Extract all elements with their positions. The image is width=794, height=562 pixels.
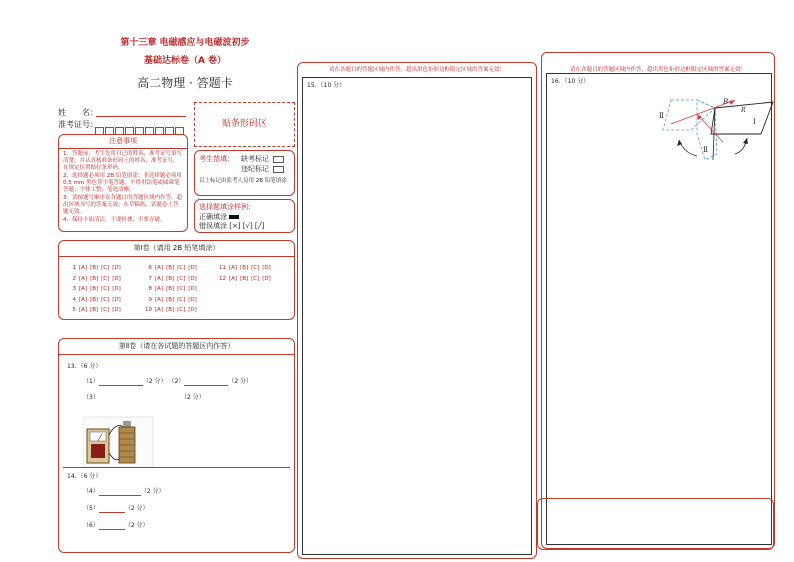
divider — [63, 467, 290, 468]
absent-checkbox[interactable] — [273, 156, 284, 163]
mc-option[interactable]: [C] — [251, 275, 260, 282]
exam-status-label: 考生禁填： — [199, 155, 234, 163]
mc-option[interactable]: [D] — [112, 265, 121, 271]
mc-option[interactable]: [D] — [188, 275, 197, 282]
section2-box — [58, 338, 295, 553]
mc-question — [143, 286, 200, 293]
fill-correct-label: 正确填涂 — [199, 213, 227, 221]
meter-body — [91, 444, 105, 458]
mc-option[interactable]: [D] — [112, 296, 121, 303]
mc-option[interactable]: [B] — [166, 307, 175, 314]
mc-option[interactable]: [C] — [177, 286, 186, 293]
mc-option[interactable]: [C] — [101, 296, 110, 303]
label-i: Ⅰ — [753, 118, 756, 126]
q14-p6: （6） — [83, 522, 99, 529]
cheat-checkbox[interactable] — [273, 166, 284, 173]
mc-option[interactable]: [D] — [188, 296, 197, 303]
q13-p1: （1） — [83, 378, 99, 385]
level-title: 基础达标卷（A 卷） — [143, 56, 227, 66]
q14-p4-blank[interactable] — [99, 488, 141, 496]
q14-part4 — [83, 488, 165, 496]
bottom-right-box — [537, 498, 774, 550]
mc-question-number: 1 — [72, 265, 76, 271]
mc-option[interactable]: [A] — [79, 307, 88, 314]
cheat-mark[interactable] — [241, 165, 284, 174]
notice-item: 2．选择题必须用 2B 铅笔填涂；非选择题必须用 0.5 mm 黑色签字笔答题，不得用铅笔或圆珠笔答题；字体工整、笔迹清晰。 — [63, 173, 182, 193]
middle-warning: 请在各题目的答题区域内作答，超出黑色矩形边框限定区域的答案无效！ — [328, 67, 505, 73]
mc-question — [67, 286, 124, 293]
q13-p2-blank[interactable] — [184, 378, 228, 386]
absent-label: 缺考标记 — [241, 155, 269, 163]
q14-label: 14．（6 分） — [67, 473, 102, 480]
mc-option[interactable]: [D] — [188, 307, 197, 314]
mc-option[interactable]: [B] — [166, 286, 175, 293]
label-b: B — [723, 98, 729, 106]
q14-p5-score: （2 分） — [124, 505, 149, 512]
label-ii-bottom: Ⅱ — [703, 146, 708, 154]
mc-option[interactable]: [B] — [166, 275, 175, 282]
filled-mark-icon — [229, 215, 239, 219]
mc-option[interactable]: [A] — [79, 265, 88, 271]
name-field[interactable] — [96, 116, 186, 117]
mc-option[interactable]: [B] — [166, 296, 175, 303]
fill-wrong — [199, 222, 265, 231]
mc-option[interactable]: [C] — [177, 275, 186, 282]
q14-part5 — [83, 505, 149, 513]
q14-p5: （5） — [83, 505, 99, 512]
q16-label: 16．（10 分） — [551, 78, 590, 85]
middle-panel — [297, 62, 537, 559]
coil-top — [123, 421, 131, 427]
notice-box — [58, 134, 188, 232]
mc-option[interactable]: [A] — [79, 296, 88, 303]
label-r: R — [741, 107, 746, 114]
id-label: 准考证号： — [58, 120, 98, 129]
mc-question — [217, 276, 274, 283]
mc-option[interactable]: [D] — [112, 286, 121, 293]
notice-title: 注意事项 — [59, 135, 187, 149]
cheat-label: 违纪标记 — [241, 165, 269, 173]
mc-option[interactable]: [A] — [155, 275, 164, 282]
section2-title: 第Ⅱ卷（请在各试题的答题区内作答） — [59, 339, 294, 355]
mc-option[interactable]: [B] — [90, 307, 99, 314]
mc-option[interactable]: [B] — [90, 286, 99, 293]
absent-mark[interactable] — [241, 155, 284, 164]
mc-question — [67, 276, 124, 283]
mc-option[interactable]: [B] — [90, 296, 99, 303]
wrong-marks: [×] [√] [╱] — [229, 222, 265, 230]
q13-p3: （3） — [83, 394, 99, 401]
barcode-area — [194, 102, 295, 147]
mc-question-number: 9 — [148, 296, 152, 303]
q15-label: 15．（10 分） — [307, 82, 346, 89]
mc-option[interactable]: [B] — [240, 275, 249, 282]
q14-p5-blank[interactable] — [99, 505, 125, 513]
mc-question-number: 3 — [72, 286, 76, 293]
notice-item: 4．保持卡面清洁，不要折叠、不要弄破。 — [63, 217, 166, 223]
mc-option[interactable]: [C] — [177, 265, 186, 271]
q13-p3-score: （2 分） — [181, 394, 205, 401]
fill-example-box — [194, 199, 295, 233]
q13-p2: （2） — [168, 378, 185, 385]
mc-option[interactable]: [D] — [112, 275, 121, 282]
mc-question — [217, 265, 274, 272]
mc-option[interactable]: [C] — [251, 265, 260, 271]
notice-item: 3．请按题号顺序在各题目的答题区域内作答，超出区域书写的答案无效；在草稿纸、试题卷上答题无效。 — [63, 195, 183, 215]
field-line-2 — [697, 114, 723, 142]
barcode-label: 贴条形码区 — [221, 119, 267, 129]
q14-p4: （4） — [83, 488, 99, 495]
mc-question-number: 4 — [72, 296, 76, 303]
q16-diagram — [657, 94, 777, 166]
mc-option[interactable]: [D] — [188, 265, 197, 271]
name-label: 姓 名： — [58, 108, 98, 117]
q16-answer-area[interactable] — [546, 73, 772, 545]
mc-option[interactable]: [C] — [177, 307, 186, 314]
mc-option[interactable]: [B] — [90, 265, 99, 271]
mc-option[interactable]: [B] — [90, 275, 99, 282]
mc-option[interactable]: [A] — [79, 286, 88, 293]
mc-option[interactable]: [C] — [177, 296, 186, 303]
mc-option[interactable]: [A] — [155, 296, 164, 303]
page-title: 高二物理 · 答题卡 — [137, 76, 233, 90]
mc-question-number: 6 — [148, 265, 152, 271]
q15-answer-area[interactable] — [302, 77, 532, 555]
label-ii-left: Ⅱ — [659, 112, 664, 120]
mc-option[interactable]: [B] — [240, 265, 249, 271]
mc-question-number: 5 — [72, 307, 76, 314]
right-warning: 请在各题目的答题区域内作答，超出黑色矩形边框限定区域的答案无效！ — [569, 67, 746, 73]
fill-wrong-label: 错误填涂 — [199, 222, 227, 230]
mc-question-number: 8 — [148, 286, 152, 293]
mc-question-number: 11 — [219, 265, 226, 271]
q13-p1-blank[interactable] — [99, 378, 143, 386]
mc-option[interactable]: [D] — [188, 286, 197, 293]
mc-question-number: 10 — [145, 307, 152, 314]
fill-correct — [199, 213, 239, 222]
mc-option[interactable]: [C] — [101, 286, 110, 293]
mc-question — [67, 265, 124, 272]
right-panel — [541, 52, 775, 549]
q13-p2-score: （2 分） — [228, 378, 253, 385]
mc-option[interactable]: [A] — [155, 265, 164, 271]
mc-option[interactable]: [C] — [101, 265, 110, 271]
mc-question-number: 2 — [72, 275, 76, 282]
q14-p4-score: （2 分） — [140, 488, 165, 495]
mc-question — [143, 265, 200, 272]
mc-option[interactable]: [C] — [101, 275, 110, 282]
status-note: 以上标记由监考人员用 2B 铅笔填涂 — [199, 178, 287, 184]
mc-question — [143, 307, 200, 314]
mc-option[interactable]: [D] — [262, 265, 271, 271]
mc-option[interactable]: [D] — [262, 275, 271, 282]
q13-p1-score: （2 分） — [142, 378, 167, 385]
mc-area — [59, 257, 294, 319]
exam-status-box — [194, 150, 295, 196]
q14-part6 — [83, 522, 149, 530]
mc-question — [143, 297, 200, 304]
mc-question — [67, 297, 124, 304]
section1-box — [58, 240, 295, 320]
mc-option[interactable]: [C] — [101, 307, 110, 314]
q14-p6-score: （2 分） — [124, 522, 149, 529]
mc-option[interactable]: [A] — [229, 265, 238, 271]
fill-example-title: 选择题填涂样例： — [199, 203, 255, 211]
mc-option[interactable]: [D] — [112, 307, 121, 314]
q13-part1 — [83, 378, 252, 386]
rotation-arrow-left — [679, 140, 697, 156]
meter-dial — [90, 432, 106, 441]
mc-option[interactable]: [A] — [79, 275, 88, 282]
notice-item: 1．答题前，考生先将自己的姓名、准考证号填写清楚，并认真核准条形码上的姓名、准考证号，在规定位置贴好条形码。 — [63, 151, 183, 171]
mc-question-number: 7 — [148, 275, 152, 282]
section1-title: 第Ⅰ卷（请用 2B 铅笔填涂） — [59, 241, 294, 257]
q13-label: 13．（6 分） — [67, 363, 102, 370]
mc-question-number: 12 — [219, 275, 226, 282]
mc-question — [67, 307, 124, 314]
mc-question — [143, 276, 200, 283]
chapter-title: 第十三章 电磁感应与电磁波初步 — [120, 38, 250, 48]
mc-option[interactable]: [B] — [166, 265, 175, 271]
mc-option[interactable]: [A] — [229, 275, 238, 282]
circuit-diagram — [83, 413, 155, 469]
mc-option[interactable]: [A] — [155, 286, 164, 293]
q14-p6-blank[interactable] — [99, 522, 125, 530]
mc-option[interactable]: [A] — [155, 307, 164, 314]
